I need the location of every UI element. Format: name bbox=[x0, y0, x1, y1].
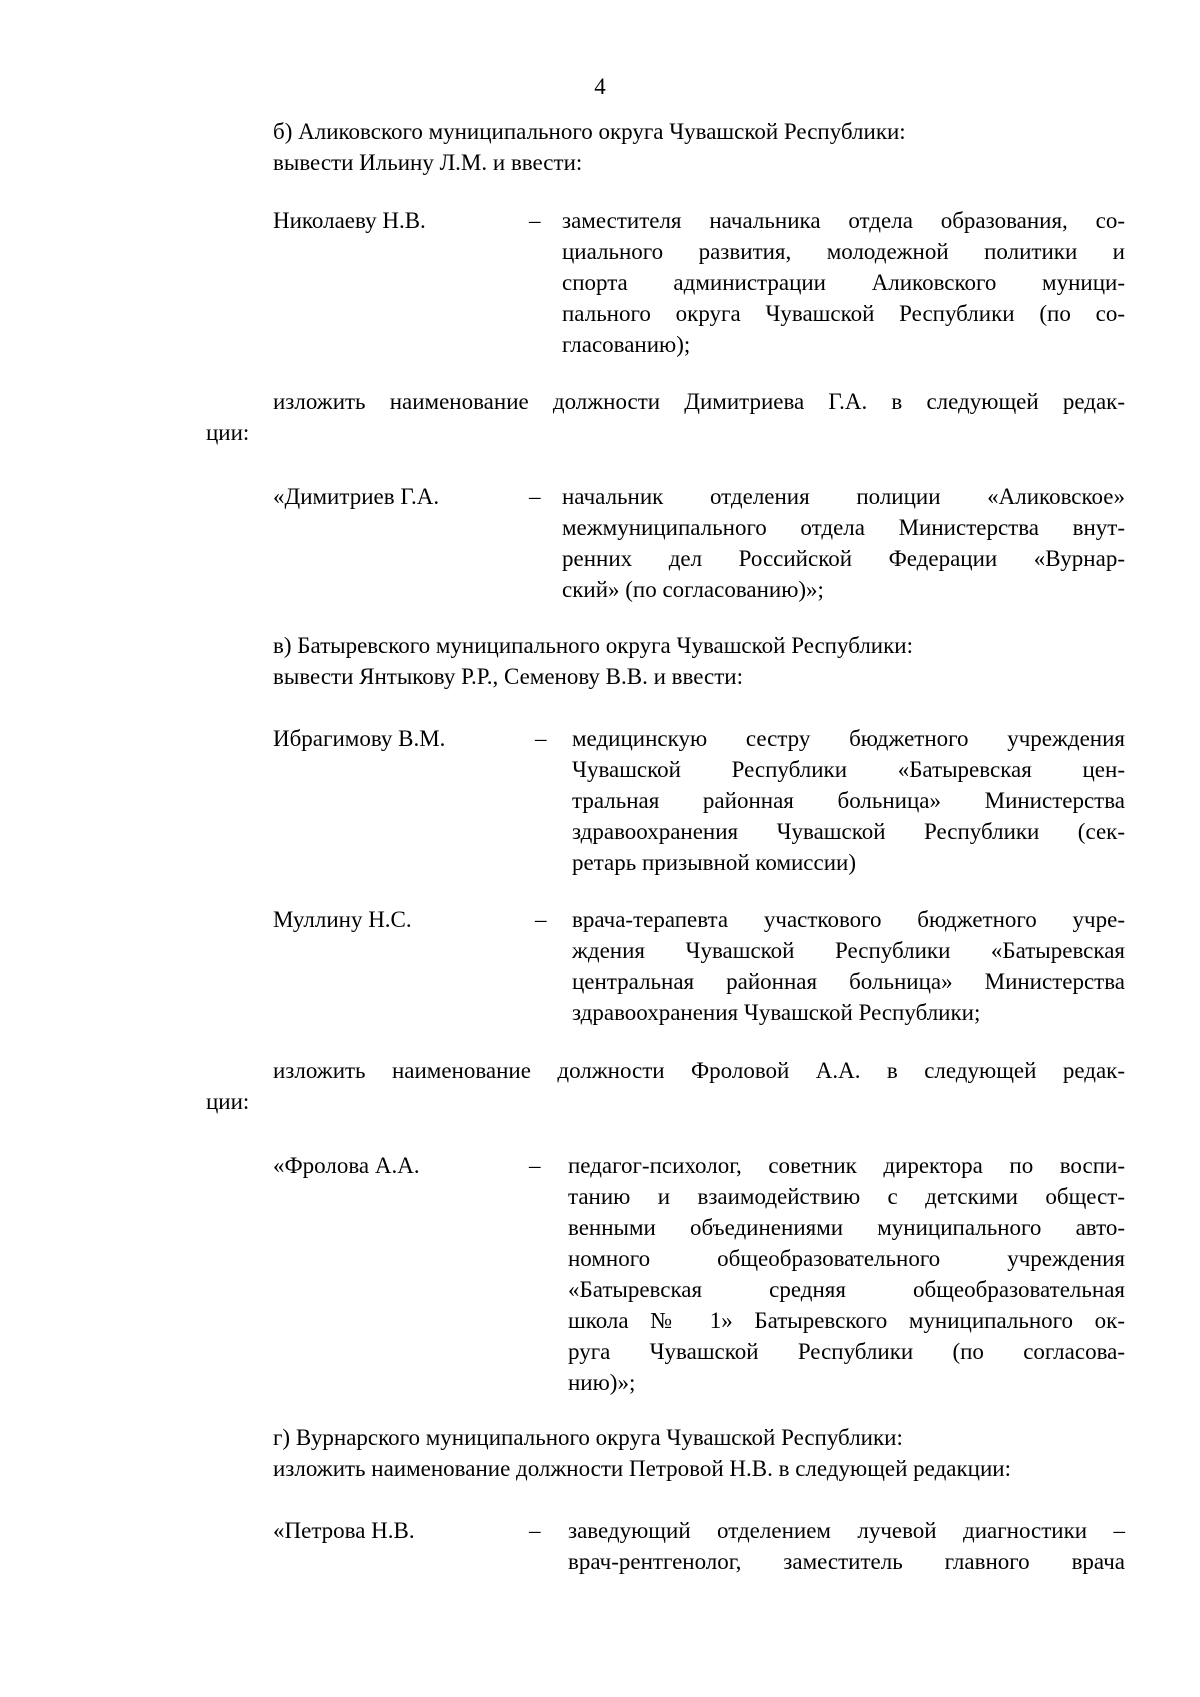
section-v-heading: в) Батыревского муниципального округа Чувашской Республики: bbox=[273, 633, 913, 658]
description-line: тральная районная больница» Министерства bbox=[572, 788, 1125, 813]
description-line: здравоохранения Чувашской Республики (сек- bbox=[572, 819, 1125, 844]
description-line: педагог-психолог, советник директора по воспи- bbox=[568, 1153, 1125, 1178]
description-line: центральная районная больница» Министерства bbox=[572, 969, 1125, 994]
section-v-rename-text: изложить наименование должности Фроловой А.А. в следующей редак- bbox=[273, 1058, 1125, 1083]
entry-description bbox=[572, 723, 1125, 878]
description-line: здравоохранения Чувашской Республики; bbox=[572, 1000, 981, 1025]
description-line: «Батыревская средняя общеобразовательная bbox=[568, 1277, 1125, 1302]
entry-name: Муллину Н.С. bbox=[273, 907, 412, 932]
description-line: циального развития, молодежной политики и bbox=[562, 239, 1125, 264]
description-line: спорта администрации Аликовского муници- bbox=[562, 270, 1125, 295]
entry-dash: – bbox=[529, 1518, 541, 1543]
entry-name: Николаеву Н.В. bbox=[273, 208, 426, 233]
entry-dash: – bbox=[529, 1153, 541, 1178]
description-line: танию и взаимодействию с детскими общест- bbox=[568, 1184, 1125, 1209]
description-line: межмуниципального отдела Министерства внут- bbox=[562, 515, 1125, 540]
description-line: школа № 1» Батыревского муниципального ок- bbox=[568, 1308, 1125, 1333]
section-v-action: вывести Янтыкову Р.Р., Семенову В.В. и ввести: bbox=[273, 664, 743, 689]
page-number: 4 bbox=[594, 74, 606, 99]
section-b-heading: б) Аликовского муниципального округа Чувашской Республики: bbox=[273, 119, 906, 144]
entry-dash: – bbox=[529, 208, 541, 233]
description-line: начальник отделения полиции «Аликовское» bbox=[562, 484, 1125, 509]
section-g-heading: г) Вурнарского муниципального округа Чувашской Республики: bbox=[273, 1425, 903, 1450]
section-b-rename-text: изложить наименование должности Димитриева Г.А. в следующей редак- bbox=[273, 389, 1125, 414]
section-b-action: вывести Ильину Л.М. и ввести: bbox=[273, 150, 583, 175]
entry-name: «Фролова А.А. bbox=[273, 1153, 420, 1178]
section-g-action: изложить наименование должности Петровой Н.В. в следующей редакции: bbox=[273, 1456, 1011, 1481]
description-line: ренних дел Российской Федерации «Вурнар- bbox=[562, 546, 1125, 571]
entry-description bbox=[568, 1150, 1125, 1398]
description-line: заведующий отделением лучевой диагностики – bbox=[568, 1518, 1125, 1543]
section-v-rename-text-end: ции: bbox=[206, 1089, 250, 1114]
section-b-rename-text-end: ции: bbox=[206, 420, 250, 445]
description-line: руга Чувашской Республики (по согласова- bbox=[568, 1339, 1125, 1364]
description-line: ретарь призывной комиссии) bbox=[572, 850, 856, 875]
description-line: нию)»; bbox=[568, 1370, 636, 1395]
entry-description bbox=[568, 1515, 1125, 1577]
entry-dash: – bbox=[529, 484, 541, 509]
entry-description bbox=[572, 904, 1125, 1028]
entry-description bbox=[562, 481, 1125, 605]
description-line: номного общеобразовательного учреждения bbox=[568, 1246, 1125, 1271]
description-line: заместителя начальника отдела образования, со- bbox=[562, 208, 1125, 233]
entry-name: «Петрова Н.В. bbox=[273, 1518, 415, 1543]
description-line: пального округа Чувашской Республики (по со- bbox=[562, 301, 1125, 326]
description-line: ский» (по согласованию)»; bbox=[562, 577, 824, 602]
description-line: Чувашской Республики «Батыревская цен- bbox=[572, 757, 1125, 782]
description-line: ждения Чувашской Республики «Батыревская bbox=[572, 938, 1125, 963]
entry-dash: – bbox=[535, 907, 547, 932]
entry-name: Ибрагимову В.М. bbox=[273, 726, 446, 751]
description-line: венными объединениями муниципального авто- bbox=[568, 1215, 1125, 1240]
entry-name: «Димитриев Г.А. bbox=[273, 484, 440, 509]
description-line: врача-терапевта участкового бюджетного учре- bbox=[572, 907, 1125, 932]
entry-description bbox=[562, 205, 1125, 360]
entry-dash: – bbox=[535, 726, 547, 751]
description-line: врач-рентгенолог, заместитель главного врача bbox=[568, 1549, 1125, 1574]
description-line: медицинскую сестру бюджетного учреждения bbox=[572, 726, 1125, 751]
description-line: гласованию); bbox=[562, 332, 691, 357]
